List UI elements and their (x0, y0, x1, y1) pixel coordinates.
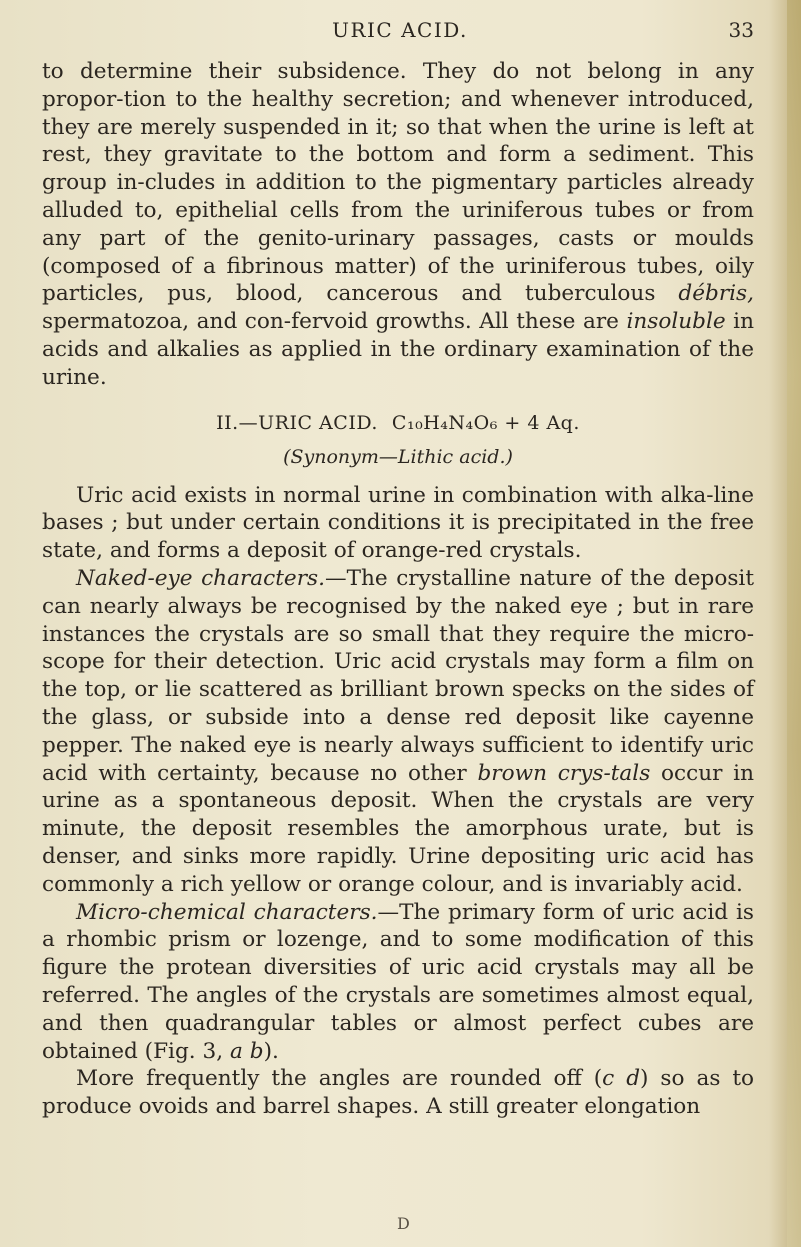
signature-mark: D (397, 1214, 410, 1233)
section-heading (42, 410, 754, 436)
more-frequently-paragraph (42, 1065, 754, 1121)
naked-eye-italic-brown-crystals: brown crys-tals (477, 760, 651, 786)
micro-chemical-label: Micro-chemical characters. (76, 899, 378, 925)
body-text (42, 58, 754, 1121)
page-number: 33 (728, 18, 754, 42)
naked-eye-paragraph (42, 565, 754, 899)
more-frequently-text-a: More frequently the angles are rounded off ( (76, 1066, 603, 1092)
running-head: URIC ACID. (332, 18, 468, 42)
intro-italic-insoluble: insoluble (626, 309, 726, 335)
section-synonym: (Synonym—Lithic acid.) (283, 445, 513, 468)
uric-acid-intro-paragraph: Uric acid exists in normal urine in combination with alka-line bases ; but under certain conditions it is precipitated in the free state, and forms a deposit of orange-red crystals. (42, 482, 754, 564)
page-header (40, 16, 760, 46)
naked-eye-text-a: —The crystalline nature of the deposit can nearly always be recognised by the naked eye ; but in rare instances the crystals are so small that they require the micro-scope for their detection. Uric acid crystals may form a film on the top, or lie scattered as brilliant brown specks on the sides of the glass, or subside into a dense red deposit like cayenne pepper. The naked eye is nearly always sufficient to identify uric acid with certainty, because no other (42, 565, 755, 786)
micro-chemical-paragraph (42, 899, 754, 1066)
more-frequently-text-b: ) so as to produce ovoids and barrel shapes. A still greater elongation (42, 1066, 755, 1120)
page-edge-stain (787, 0, 801, 1247)
intro-paragraph (42, 58, 754, 392)
intro-italic-debris: débris, (678, 281, 754, 307)
section-title: II.—URIC ACID. (216, 411, 378, 434)
more-frequently-italic-cd: c d (602, 1066, 641, 1092)
chemical-formula: C₁₀H₄N₄O₆ + 4 Aq. (391, 411, 580, 434)
intro-text: to determine their subsidence. They do not belong in any propor-tion to the healthy secretion; and whenever introduced, they are merely suspended in it; so that when the urine is left at rest, they gravitate to the bottom and form a sediment. This group in-cludes in addition to the pigmentary particles already alluded to, epithelial cells from the uriniferous tubes or from any part of the genito-urinary passages, casts or moulds (composed of a fibrinous matter) of the uriniferous tubes, oily particles, pus, blood, cancerous and tuberculous (42, 59, 754, 307)
micro-chemical-italic-ab: a b (230, 1038, 264, 1064)
intro-mid-text: spermatozoa, and con-fervoid growths. All these are (42, 309, 627, 335)
micro-chemical-text-b: ). (263, 1038, 279, 1064)
micro-chemical-text-a: —The primary form of uric acid is a rhombic prism or lozenge, and to some modification of this figure the protean diversities of uric acid crystals may all be referred. The angles of the crystals are sometimes almost equal, and then quadrangular tables or almost perfect cubes are obtained (Fig. 3, (42, 899, 754, 1064)
intro-end-text: in acids and alkalies as applied in the ordinary examination of the urine. (42, 309, 754, 390)
naked-eye-label: Naked-eye characters. (76, 565, 325, 591)
naked-eye-text-b: occur in urine as a spontaneous deposit. When the crystals are very minute, the deposit resembles the amorphous urate, but is denser, and sinks more rapidly. Urine depositing uric acid has commonly a rich yellow or orange colour, and is invariably acid. (42, 760, 754, 897)
